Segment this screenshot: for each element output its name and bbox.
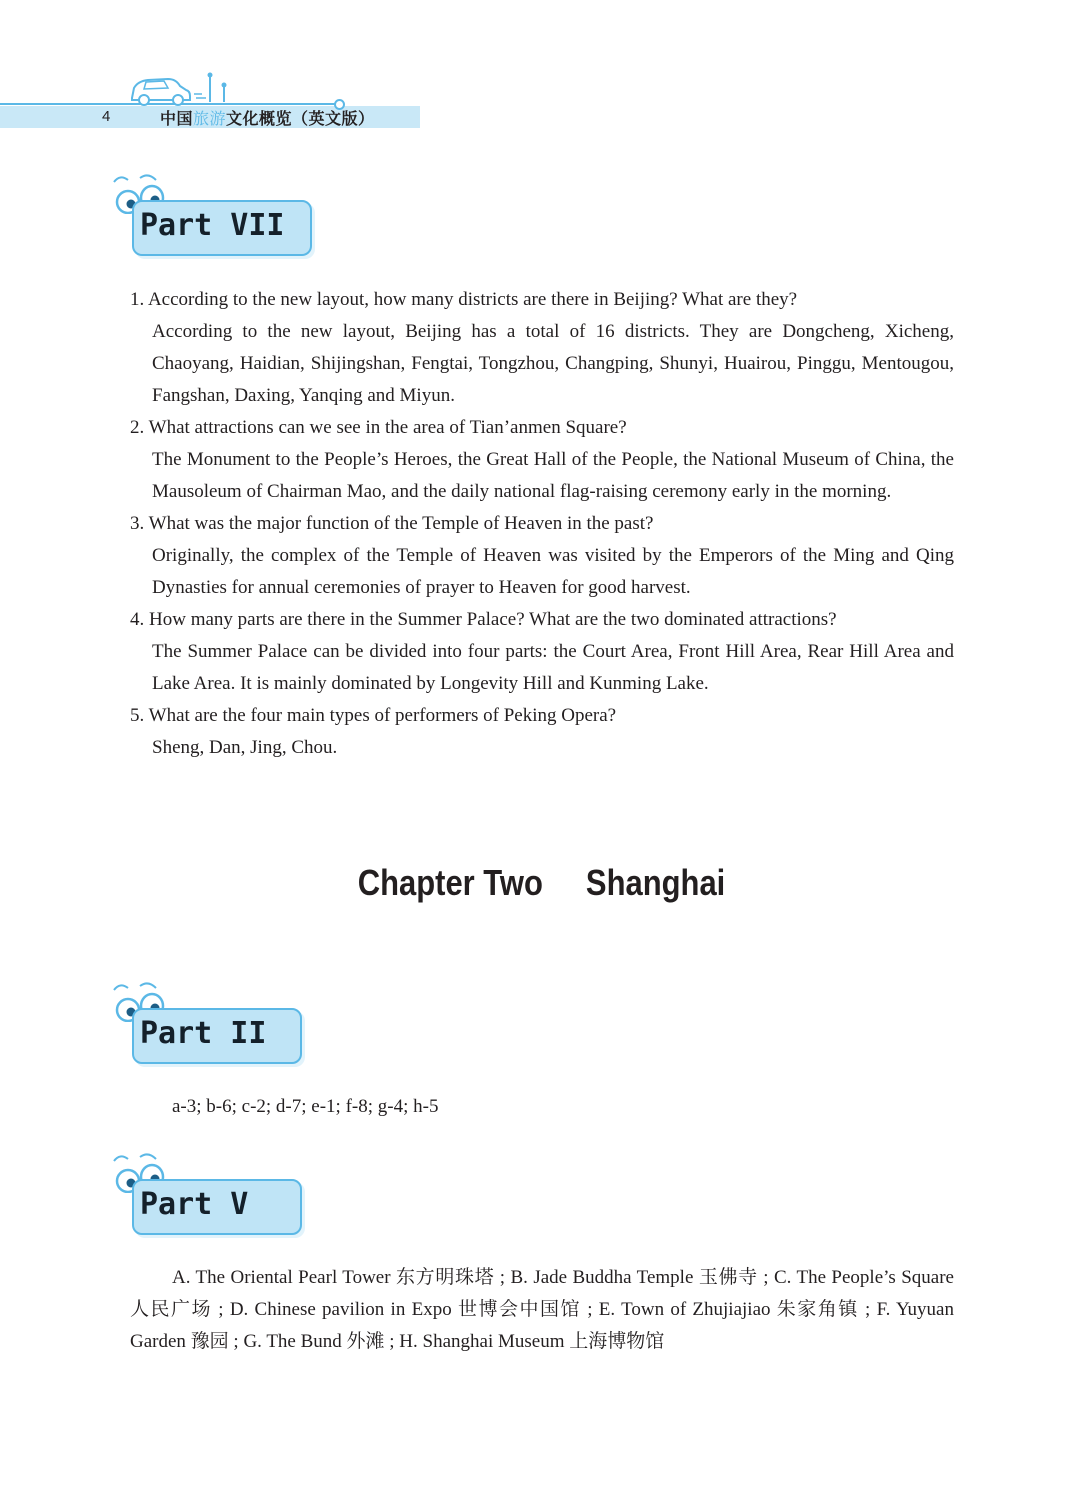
page-number: 4 [102, 108, 111, 125]
qa-item [130, 700, 954, 764]
section-part-5 [110, 1153, 330, 1239]
answer: The Monument to the People’s Heroes, the Great Hall of the People, the National Museum of China, the Mausoleum of Chairman Mao, and the daily national flag-raising ceremony early in the morning. [152, 449, 954, 502]
question: 2. What attractions can we see in the area of Tian’anmen Square? [130, 417, 627, 438]
book-title-suffix: 文化概览（英文版） [226, 109, 375, 128]
car-icon [128, 72, 238, 108]
question: 3. What was the major function of the Temple of Heaven in the past? [130, 513, 654, 534]
section-part-7 [110, 174, 330, 260]
book-title [160, 106, 375, 129]
book-title-highlight: 旅游 [193, 109, 227, 128]
question: 5. What are the four main types of performers of Peking Opera? [130, 705, 617, 726]
page-header [0, 70, 440, 130]
answer: The Summer Palace can be divided into four parts: the Court Area, Front Hill Area, Rear Hill Area and Lake Area. It is mainly dominated by Longevity Hill and Kunming Lake. [152, 641, 954, 694]
chapter-title: Chapter Two Shanghai [357, 862, 726, 903]
part-label: Part VII [140, 208, 285, 243]
answer: Originally, the complex of the Temple of Heaven was visited by the Emperors of the Ming and Qing Dynasties for annual ceremonies of prayer to Heaven for good harvest. [152, 545, 954, 598]
answer: Sheng, Dan, Jing, Chou. [152, 737, 338, 758]
attractions-answers: A. The Oriental Pearl Tower 东方明珠塔 ; B. Jade Buddha Temple 玉佛寺 ; C. The People’s Square 人民广场 ; D. Chinese pavilion in Expo 世博会中国馆 ; E. Town of Zhujiajiao 朱家角镇 ; F. Yuyuan Garden 豫园 ; G. The Bund 外滩 ; H. Shanghai Museum 上海博物馆 [130, 1267, 954, 1352]
section-part-2 [110, 982, 330, 1068]
question: 4. How many parts are there in the Summer Palace? What are the two dominated attractions? [130, 609, 837, 630]
part-label: Part II [140, 1016, 267, 1051]
qa-list [130, 284, 954, 764]
book-title-prefix: 中国 [160, 109, 194, 128]
qa-item [130, 284, 954, 412]
qa-item [130, 508, 954, 604]
qa-item [130, 412, 954, 508]
part-label: Part V [140, 1187, 249, 1222]
qa-item [130, 604, 954, 700]
matching-answers: a-3; b-6; c-2; d-7; e-1; f-8; g-4; h-5 [172, 1096, 439, 1117]
answer: According to the new layout, Beijing has a total of 16 districts. They are Dongcheng, Xicheng, Chaoyang, Haidian, Shijingshan, Fengtai, Tongzhou, Changping, Shunyi, Huairou, Pinggu, Mentougou, Fangshan, Daxing, Yanqing and Miyun. [152, 321, 954, 406]
question: 1. According to the new layout, how many districts are there in Beijing? What are they? [130, 289, 798, 310]
